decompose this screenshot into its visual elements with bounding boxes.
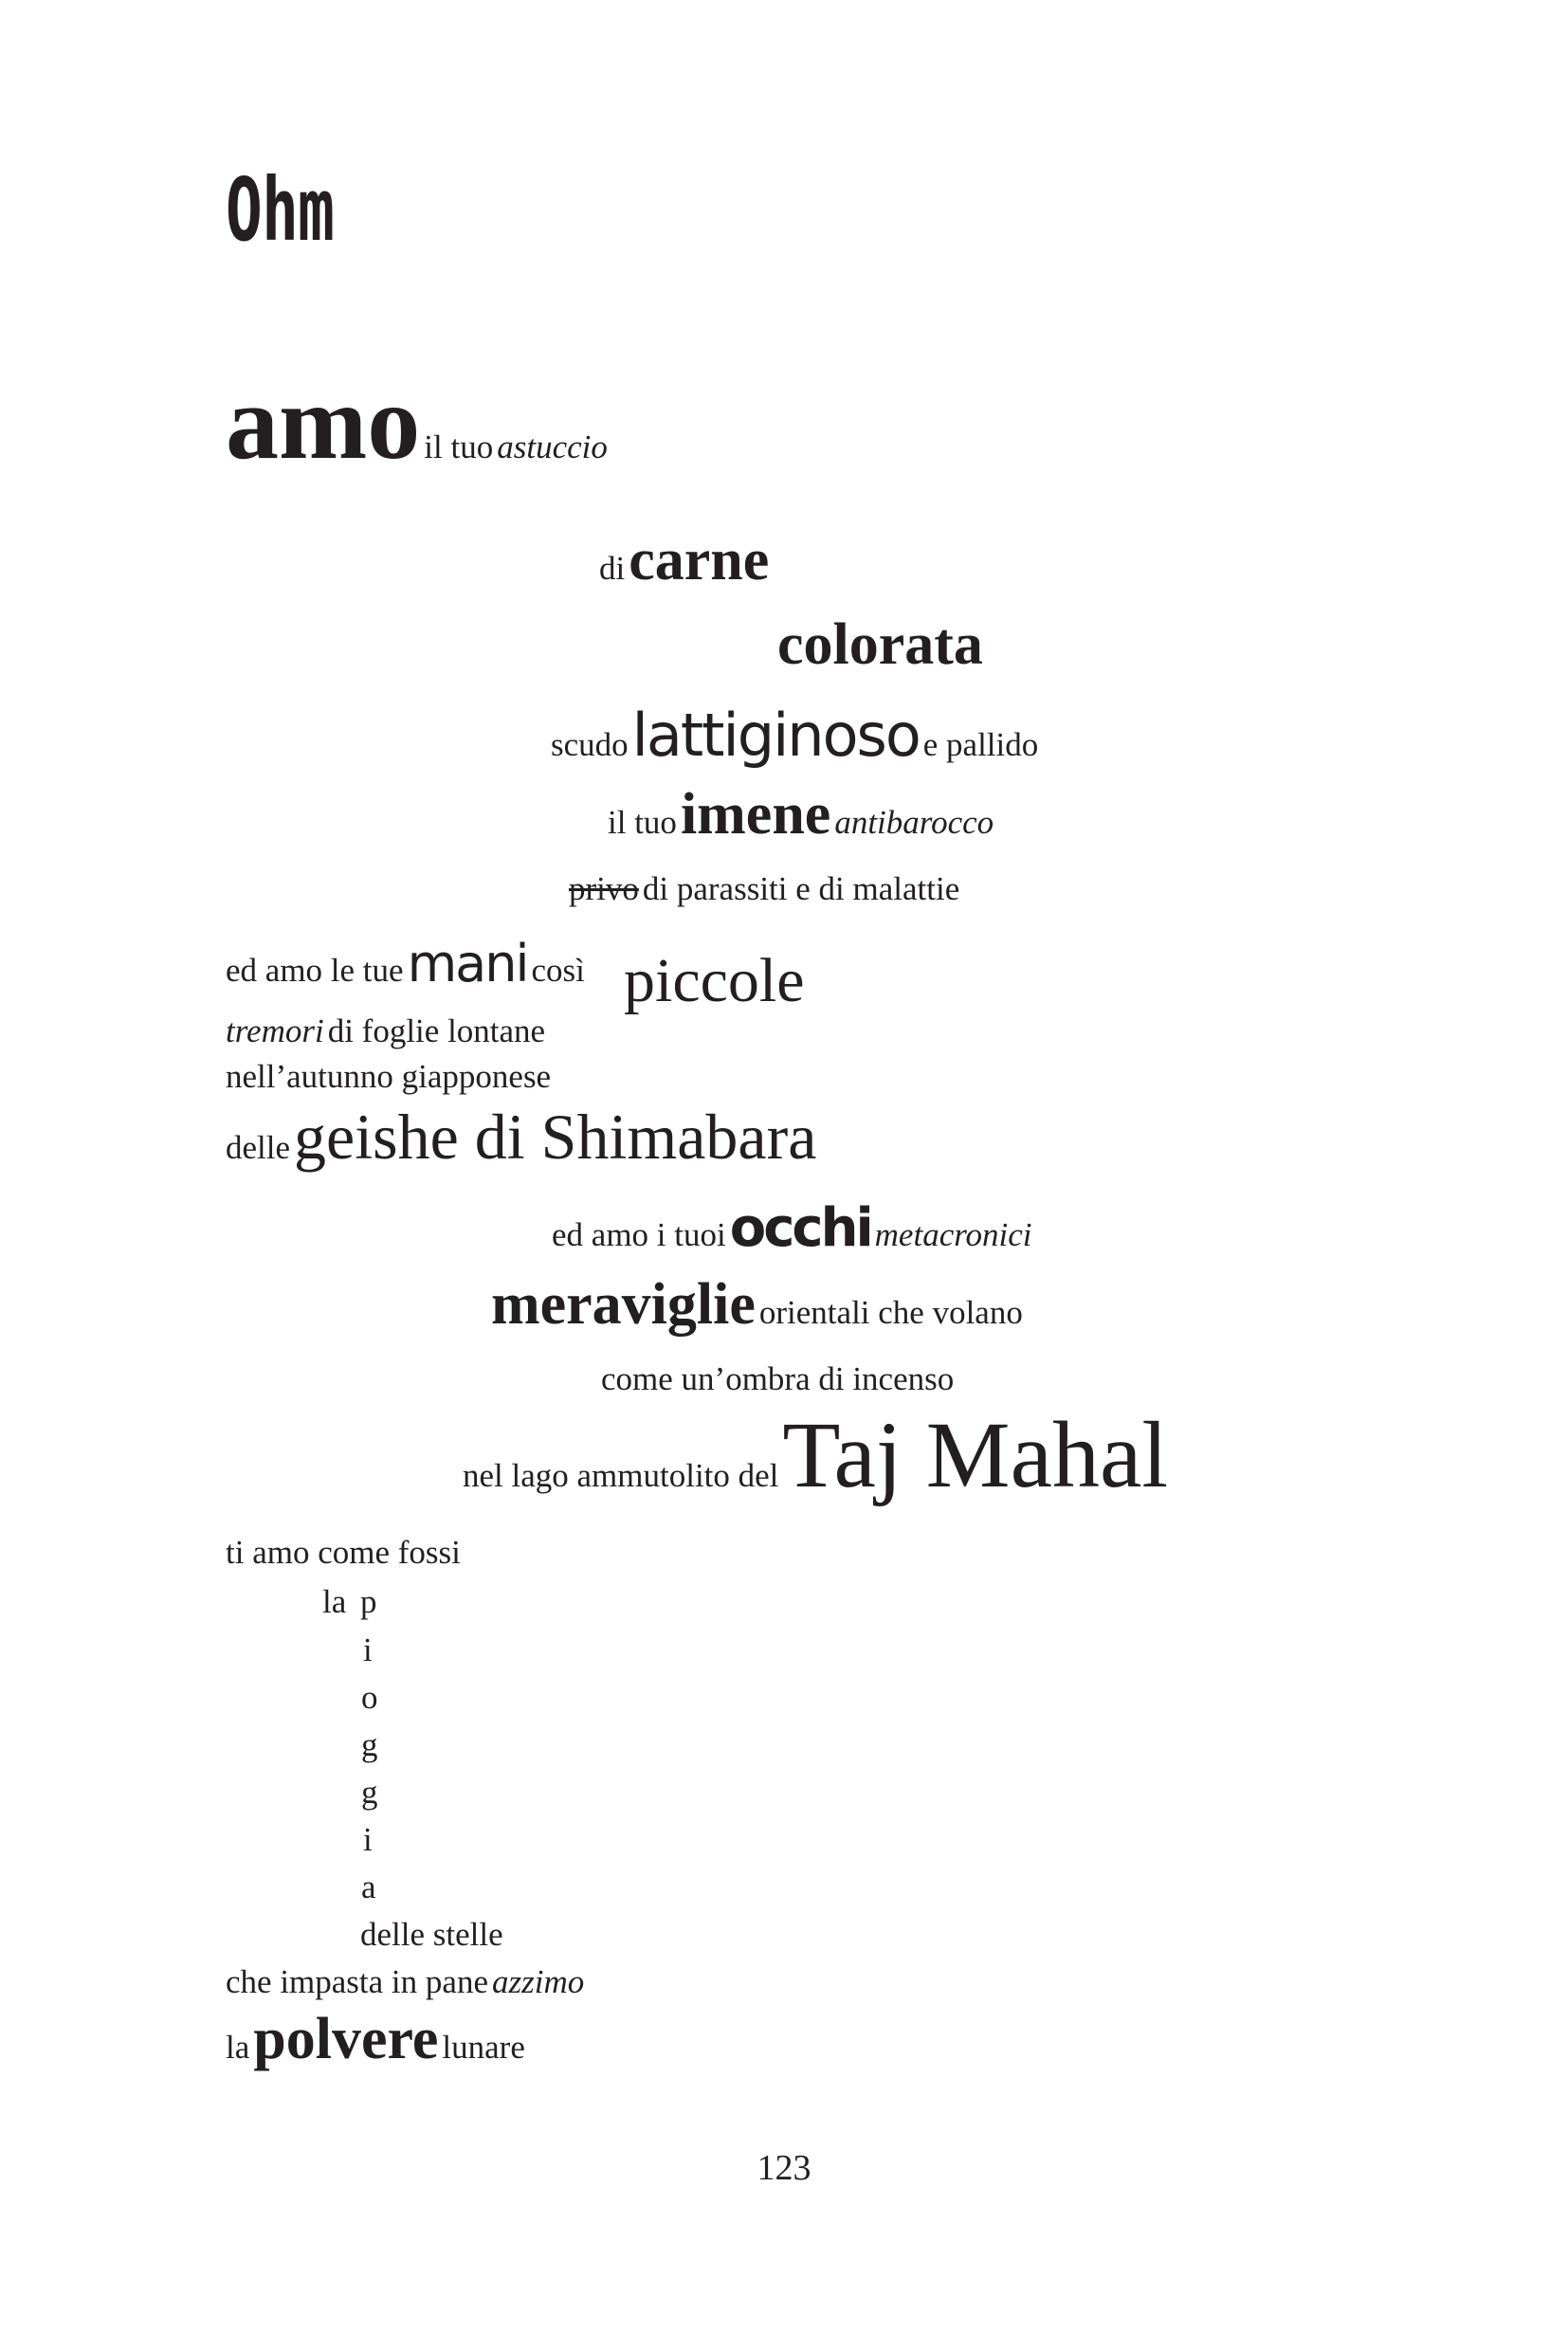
page-number bbox=[0, 2150, 1568, 2186]
poem-line-12 bbox=[491, 1272, 1023, 1337]
text-il-tuo: il tuo bbox=[424, 428, 494, 465]
page-number-text: 123 bbox=[757, 2148, 811, 2188]
text-la-2: la bbox=[226, 2029, 250, 2066]
text-ti-amo: ti amo come fossi bbox=[226, 1534, 461, 1571]
text-la: la bbox=[322, 1583, 347, 1620]
word-occhi: occhi bbox=[729, 1197, 871, 1259]
pioggia-letter-a bbox=[361, 1870, 376, 1904]
text-il-tuo-2: il tuo bbox=[608, 804, 677, 841]
word-antibarocco: antibarocco bbox=[834, 804, 994, 841]
poem-line-3 bbox=[777, 612, 983, 677]
text-nel-lago: nel lago ammutolito del bbox=[463, 1457, 779, 1494]
text-delle-stelle: delle stelle bbox=[360, 1916, 503, 1953]
pioggia-letter: p bbox=[360, 1583, 377, 1620]
word-meraviglie: meraviglie bbox=[491, 1272, 756, 1337]
text-come-un-ombra: come un’ombra di incenso bbox=[601, 1360, 955, 1397]
poem-line-7 bbox=[226, 934, 585, 993]
pioggia-letter: g bbox=[361, 1726, 378, 1763]
poem-line-10 bbox=[226, 1101, 817, 1173]
word-astuccio: astuccio bbox=[497, 428, 608, 465]
poem-line-1 bbox=[226, 364, 608, 482]
text-e-pallido: e pallido bbox=[922, 726, 1039, 763]
pioggia-letter-g1 bbox=[361, 1728, 378, 1761]
pioggia-letter: o bbox=[361, 1679, 378, 1716]
word-piccole-line bbox=[624, 946, 805, 1015]
poem-line-4 bbox=[551, 701, 1039, 770]
word-privo-struck: privo bbox=[569, 870, 639, 907]
words-taj-mahal: Taj Mahal bbox=[782, 1402, 1169, 1507]
poem-title-text: Ohm bbox=[226, 159, 335, 261]
word-piccole: piccole bbox=[624, 946, 805, 1015]
poem-line-13 bbox=[601, 1362, 954, 1395]
pioggia-letter: g bbox=[361, 1774, 378, 1811]
text-scudo: scudo bbox=[551, 726, 629, 763]
word-colorata: colorata bbox=[777, 612, 983, 677]
words-geishe-di-shimabara: geishe di Shimabara bbox=[294, 1101, 817, 1173]
word-imene: imene bbox=[680, 782, 831, 847]
pioggia-letter-i bbox=[363, 1633, 373, 1667]
text-lunare: lunare bbox=[442, 2029, 525, 2066]
pioggia-letter: i bbox=[363, 1631, 373, 1668]
word-tremori: tremori bbox=[226, 1012, 324, 1049]
pioggia-letter: a bbox=[361, 1868, 376, 1905]
poem-line-9 bbox=[226, 1060, 551, 1093]
poem-line-18 bbox=[226, 1965, 584, 1998]
pioggia-letter-p bbox=[360, 1585, 377, 1618]
word-lattiginoso: lattiginoso bbox=[631, 701, 920, 770]
pioggia-letter-o bbox=[361, 1681, 378, 1714]
word-amo: amo bbox=[226, 364, 421, 482]
text-di-foglie-lontane: di foglie lontane bbox=[327, 1012, 546, 1049]
text-cosi: così bbox=[531, 952, 585, 989]
text-orientali: orientali che volano bbox=[758, 1294, 1023, 1331]
poem-title bbox=[226, 159, 380, 261]
word-carne: carne bbox=[629, 528, 770, 592]
text-nell-autunno: nell’autunno giapponese bbox=[226, 1058, 552, 1095]
poem-line-19 bbox=[226, 2007, 525, 2071]
text-di-parassiti: di parassiti e di malattie bbox=[642, 870, 960, 907]
word-polvere: polvere bbox=[253, 2007, 439, 2071]
text-ed-amo-le-tue: ed amo le tue bbox=[226, 952, 404, 989]
poem-line-16 bbox=[322, 1585, 346, 1618]
text-delle: delle bbox=[226, 1129, 291, 1166]
poem-line-2 bbox=[599, 528, 770, 592]
poem-line-6 bbox=[569, 872, 959, 905]
pioggia-letter: i bbox=[363, 1821, 373, 1858]
poem-line-17 bbox=[360, 1918, 503, 1951]
word-metacronici: metacronici bbox=[874, 1216, 1032, 1253]
poem-line-11 bbox=[552, 1197, 1032, 1259]
pioggia-letter-i2 bbox=[363, 1823, 373, 1856]
poem-line-15 bbox=[226, 1536, 461, 1569]
text-che-impasta: che impasta in pane bbox=[226, 1963, 488, 2000]
text-ed-amo-i-tuoi: ed amo i tuoi bbox=[552, 1216, 726, 1253]
pioggia-letter-g2 bbox=[361, 1776, 378, 1809]
poem-line-5 bbox=[608, 782, 994, 847]
text-di: di bbox=[599, 550, 626, 587]
poem-line-14 bbox=[463, 1402, 1169, 1507]
word-mani: mani bbox=[407, 934, 528, 993]
word-azzimo: azzimo bbox=[491, 1963, 585, 2000]
poem-line-8 bbox=[226, 1014, 545, 1048]
